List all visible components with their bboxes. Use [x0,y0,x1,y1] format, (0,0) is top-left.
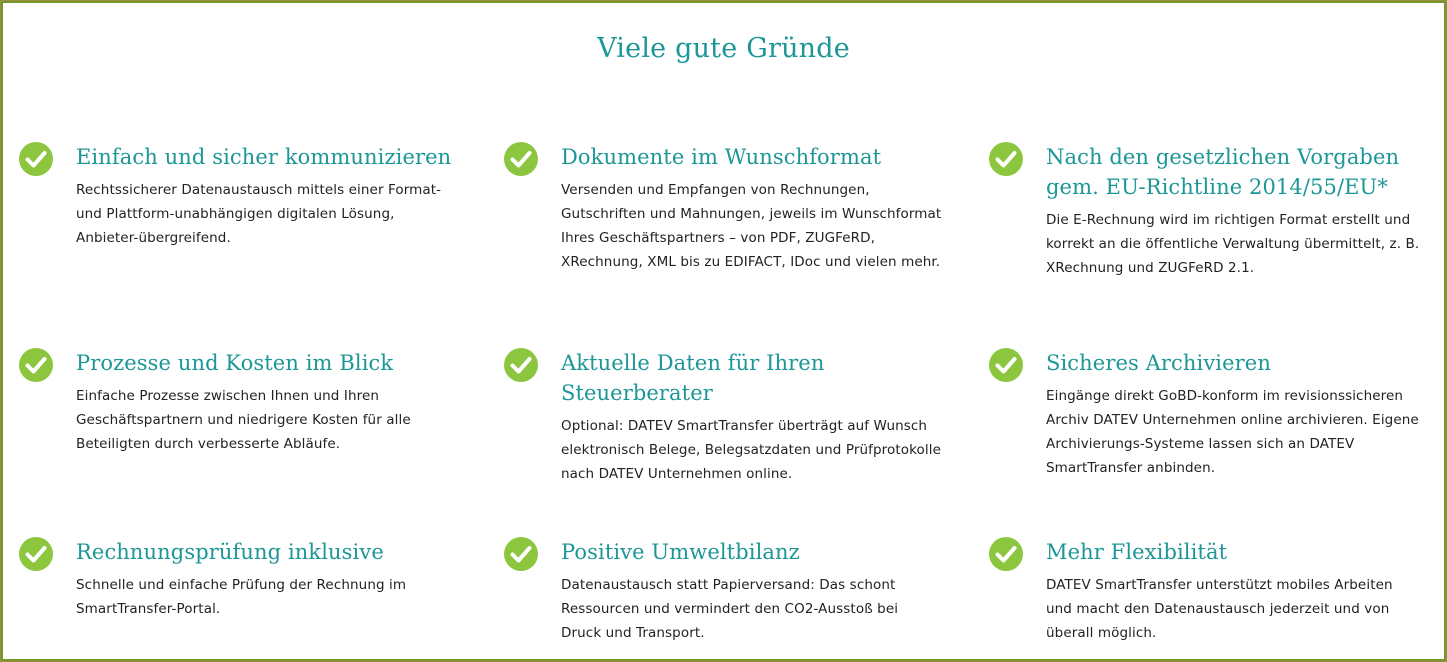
reason-item-flexibilitaet [1046,537,1446,645]
check-circle-icon [19,348,53,382]
reason-text: Rechtssicherer Datenaustausch mittels einer Format- und Plattform-unabhängigen digitalen Lösung, Anbieter-übergreifend. [76,182,442,246]
reason-title: Mehr Flexibilität [1046,540,1228,564]
reason-text: Versenden und Empfangen von Rechnungen, Gutschriften und Mahnungen, jeweils im Wunschformat Ihres Geschäftspartners – von PDF, ZUGFeRD, XRechnung, XML bis zu EDIFACT, IDoc und vielen mehr. [561,182,942,270]
reason-title: Dokumente im Wunschformat [561,145,882,169]
reason-item-rechnungspruefung [76,537,476,621]
check-circle-icon [989,537,1023,571]
check-circle-icon [504,348,538,382]
reason-text: Einfache Prozesse zwischen Ihnen und Ihren Geschäftspartnern und niedrigere Kosten für alle Beteiligten durch verbesserte Abläufe. [76,388,411,452]
reason-item-gesetzliche-vorgaben [1046,142,1446,280]
reason-item-einfach-sicher [76,142,476,250]
reason-text: Optional: DATEV SmartTransfer überträgt auf Wunsch elektronisch Belege, Belegsatzdaten und Prüfprotokolle nach DATEV Unternehmen online. [561,418,942,482]
reason-item-wunschformat [561,142,961,274]
check-circle-icon [989,348,1023,382]
check-circle-icon [19,142,53,176]
reason-item-umweltbilanz [561,537,961,645]
reason-text: Datenaustausch statt Papierversand: Das schont Ressourcen und vermindert den CO2-Ausstoß bei Druck und Transport. [561,577,899,641]
reason-text: Die E-Rechnung wird im richtigen Format erstellt und korrekt an die öffentliche Verwaltung übermittelt, z. B. XRechnung und ZUGFeRD 2.1. [1046,212,1420,276]
reason-item-prozesse-kosten [76,348,476,456]
reason-item-aktuelle-daten [561,348,961,486]
check-circle-icon [504,142,538,176]
reason-title: Nach den gesetzlichen Vorgaben gem. EU-Richtline 2014/55/EU* [1046,145,1400,199]
check-circle-icon [989,142,1023,176]
check-circle-icon [504,537,538,571]
reason-text: DATEV SmartTransfer unterstützt mobiles Arbeiten und macht den Datenaustausch jederzeit und von überall möglich. [1046,577,1393,641]
reason-title: Einfach und sicher kommunizieren [76,145,452,169]
reason-text: Eingänge direkt GoBD-konform im revisionssicheren Archiv DATEV Unternehmen online archivieren. Eigene Archivierungs-Systeme lassen sich an DATEV SmartTransfer anbinden. [1046,388,1419,476]
reason-title: Aktuelle Daten für Ihren Steuerberater [561,351,825,405]
section-title: Viele gute Gründe [597,33,850,64]
reason-title: Prozesse und Kosten im Blick [76,351,394,375]
check-circle-icon [19,537,53,571]
reason-title: Sicheres Archivieren [1046,351,1271,375]
reason-title: Positive Umweltbilanz [561,540,800,564]
reason-text: Schnelle und einfache Prüfung der Rechnung im SmartTransfer-Portal. [76,577,407,617]
reason-item-archivieren [1046,348,1446,480]
reason-title: Rechnungsprüfung inklusive [76,540,384,564]
